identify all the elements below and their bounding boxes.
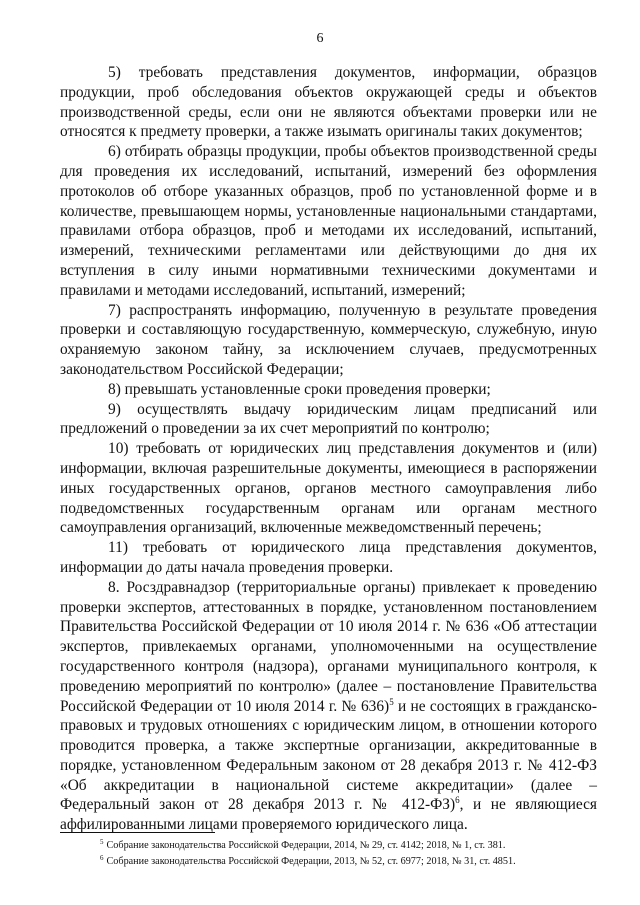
section-8-paragraph	[60, 578, 597, 835]
section-8-text-part1: 8. Росздравнадзор (территориальные органы) привлекает к проведению проверки экспертов, аттестованных в порядке, установленном постановлением Правительства Российской Федерации от 10 июля 2014 г. № 636 «Об аттестации экспертов, привлекаемых органами, уполномоченными на осуществление государственного контроля (надзора), органами муниципального контроля, к проведению мероприятий по контролю» (далее – постановление Правительства Российской Федерации от 10 июля 2014 г. № 636)	[60, 578, 597, 715]
section-8-text-part3: , и не являющиеся аффилированными лицами проверяемого юридического лица.	[60, 796, 597, 834]
list-item-9: 9) осуществлять выдачу юридическим лицам предписаний или предложений о проведении за их счет мероприятий по контролю;	[60, 400, 597, 438]
footnotes	[100, 838, 600, 870]
list-item-11: 11) требовать от юридического лица представления документов, информации до даты начала проведения проверки.	[60, 539, 597, 576]
page-number: 6	[316, 31, 324, 46]
footnote-ref-6: 6	[455, 795, 460, 806]
footnote-divider	[60, 832, 215, 833]
footnote-5	[100, 838, 600, 854]
list-item-5: 5) требовать представления документов, информации, образцов продукции, проб обследования объектов окружающей среды и объектов производственной среды, если они не являются объектами проверки или не относятся к предмету проверки, а также изымать оригиналы таких документов;	[60, 64, 597, 141]
list-item-6: 6) отбирать образцы продукции, пробы объектов производственной среды для проведения их исследований, испытаний, измерений без оформления протоколов об отборе указанных образцов, проб по установленной форме и в количестве, превышающем нормы, установленные национальными стандартами, правилами отбора образцов, проб и методами их исследований, испытаний, измерений, техническими регламентами или действующими до дня их вступления в силу иными нормативными техническими документами и правилами и методами исследований, испытаний, измерений;	[60, 143, 597, 299]
footnote-6	[100, 854, 600, 870]
document-body	[60, 63, 597, 835]
footnote-text: Собрание законодательства Российской Федерации, 2013, № 52, ст. 6977; 2018, № 31, ст. 4851.	[106, 856, 516, 867]
footnote-ref-5: 5	[389, 696, 394, 707]
list-item-7: 7) распространять информацию, полученную в результате проведения проверки и составляющую государственную, коммерческую, служебную, иную охраняемую законом тайну, за исключением случаев, предусмотренных законодательством Российской Федерации;	[60, 301, 597, 378]
footnote-number: 5	[100, 837, 104, 846]
list-item-10: 10) требовать от юридических лиц представления документов и (или) информации, включая разрешительные документы, имеющиеся в распоряжении иных государственных органов, органов местного самоуправления либо подведомственных государственным органам или органам местного самоуправления организаций, включенные межведомственный перечень;	[60, 440, 597, 537]
footnote-text: Собрание законодательства Российской Федерации, 2014, № 29, ст. 4142; 2018, № 1, ст. 381.	[106, 840, 506, 851]
footnote-number: 6	[100, 853, 104, 862]
list-item-8: 8) превышать установленные сроки проведения проверки;	[108, 380, 491, 398]
section-8-text-part2: и не состоящих в гражданско-правовых и трудовых отношениях с юридическим лицом, в отношении которого проводится проверка, а также экспертные организации, аккредитованные в порядке, установленном Федеральным законом от 28 декабря 2013 г. № 412-ФЗ «Об аккредитации в национальной системе аккредитации» (далее – Федеральный закон от 28 декабря 2013 г. № 412-ФЗ)	[60, 697, 597, 814]
